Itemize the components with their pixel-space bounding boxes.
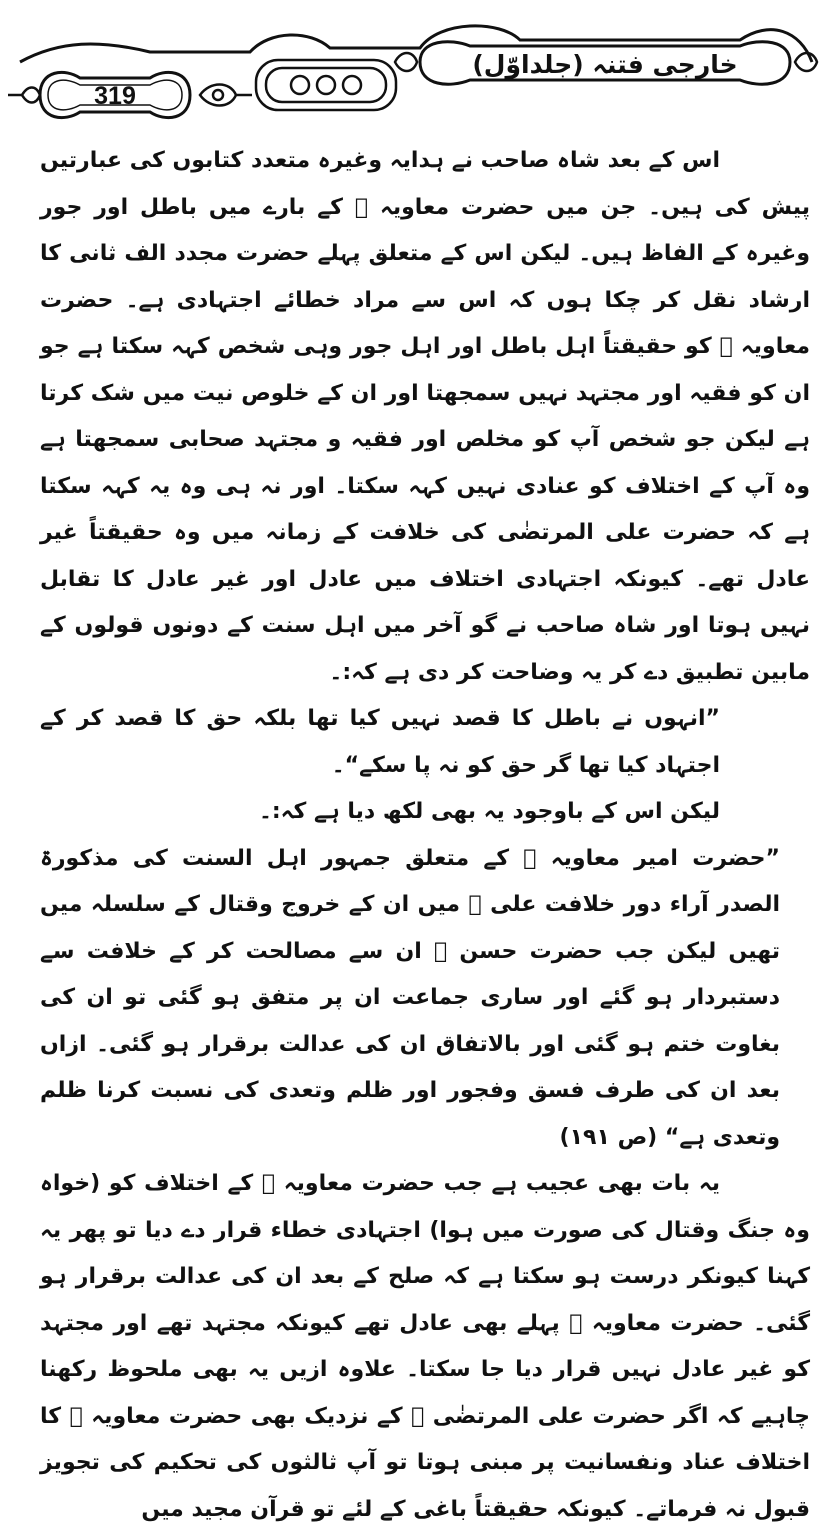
- quote-shah-sahib: ”انہوں نے باطل کا قصد نہیں کیا تھا بلکہ حق کا قصد کر کے اجتہاد کیا تھا گر حق کو نہ پا سکے“۔: [40, 706, 720, 778]
- paragraph-intro: اس کے بعد شاہ صاحب نے ہدایہ وغیرہ متعدد کتابوں کی عبارتیں پیش کی ہیں۔ جن میں حضرت معاویہ ﷛ کے بارے میں باطل اور جور وغیرہ کے الفاظ ہیں۔ لیکن اس کے متعلق پہلے حضرت مجدد الف ثانی کا ارشاد نقل کر چکا ہوں کہ اس سے مراد خطائے اجتہادی ہے۔ حضرت معاویہ ﷛ کو حقیقتاً اہل باطل اور اہل جور وہی شخص کہہ سکتا ہے جو ان کو فقیہ اور مجتہد نہیں سمجھتا اور ان کے خلوص نیت میں شک کرتا ہے لیکن جو شخص آپ کو مخلص اور فقیہ و مجتہد صحابی سمجھتا ہے وہ آپ کے اختلاف کو عنادی نہیں کہہ سکتا۔ اور نہ ہی وہ یہ کہہ سکتا ہے کہ حضرت علی المرتضٰی کی خلافت کے زمانہ میں وہ حقیقتاً غیر عادل تھے۔ کیونکہ اجتہادی اختلاف میں عادل اور غیر عادل کا تقابل نہیں ہوتا اور شاہ صاحب نے گو آخر میں اہل سنت کے دونوں قولوں کے مابین تطبیق دے کر یہ وضاحت کر دی ہے کہ:۔: [40, 148, 810, 685]
- paragraph-transition: لیکن اس کے باوجود یہ بھی لکھ دیا ہے کہ:۔: [258, 799, 720, 824]
- fleur-ornament-center: [200, 85, 252, 106]
- medallion-ornament: [256, 60, 396, 110]
- page-body: [40, 138, 810, 1533]
- paragraph-argument: یہ بات بھی عجیب ہے جب حضرت معاویہ ﷛ کے اختلاف کو (خواہ وہ جنگ وقتال کی صورت میں ہوا) اجتہادی خطاء قرار دے دیا تو پھر یہ کہنا کیونکر درست ہو سکتا ہے کہ صلح کے بعد ان کی عدالت برقرار ہو گئی۔ حضرت معاویہ ﷛ پہلے بھی عادل تھے کیونکہ مجتہد تھے اور مجتہد کو غیر عادل نہیں قرار دیا جا سکتا۔ علاوہ ازیں یہ بھی ملحوظ رکھنا چاہیے کہ اگر حضرت علی المرتضٰی ﷛ کے نزدیک بھی حضرت معاویہ ﷛ کا اختلاف عناد ونفسانیت پر مبنی ہوتا تو آپ ثالثوں کی تحکیم کی تجویز قبول نہ فرماتے۔ کیونکہ حقیقتاً باغی کے لئے تو قرآن مجید میں: [40, 1171, 810, 1522]
- page-number: 319: [94, 82, 136, 110]
- fleur-ornament-left: [8, 88, 40, 103]
- book-title: خارجی فتنہ (جلداوّل): [472, 50, 738, 79]
- quote-jamhoor-ahl-sunnat: ”حضرت امیر معاویہ ﷛ کے متعلق جمہور اہل السنت کی مذکورۃ الصدر آراء دور خلافت علی ﷛ میں ان کے خروج وقتال کے سلسلہ میں تھیں لیکن جب حضرت حسن ﷛ ان سے مصالحت کر کے خلافت سے دستبردار ہو گئے اور ساری جماعت ان پر متفق ہو گئی تو ان کی بغاوت ختم ہو گئی اور بالاتفاق ان کی عدالت برقرار ہو گئی۔ ازاں بعد ان کی طرف فسق وفجور اور ظلم وتعدی کی نسبت کرنا ظلم وتعدی ہے“ (ص ۱۹۱): [40, 845, 780, 1150]
- page-header: [0, 0, 834, 125]
